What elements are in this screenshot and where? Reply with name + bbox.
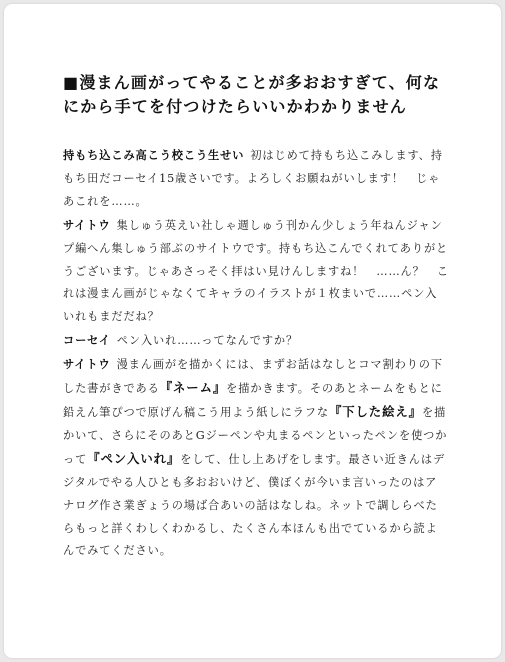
emphasized-term: 『ネーム』 bbox=[159, 380, 227, 396]
dialogue-line bbox=[63, 353, 449, 563]
section-title: ■漫まん画がってやることが多おおすぎて、何なにから手てを付つけたらいいかわかりません bbox=[63, 73, 441, 116]
emphasized-term: 『ペン入いれ』 bbox=[87, 450, 181, 466]
document-page bbox=[4, 4, 501, 658]
dialogue-line bbox=[63, 214, 449, 330]
emphasized-term: 『下した絵え』 bbox=[328, 403, 422, 419]
dialogue-text: 集しゅう英えい社しゃ週しゅう刊かん少しょう年ねんジャンプ編へん集しゅう部ぶのサイトウです。持もち込こんでくれてありがとうございます。じゃあさっそく拝はい見けんしますね！ ……ん？ これは漫まん画がじゃなくてキャラのイラストが１枚まいで……ペン入いれもまだだね？ bbox=[63, 218, 449, 324]
dialogue-text: を描かきます。そのあとネームをもとに鉛えん筆ぴつで原げん稿こう用よう紙しにラフな bbox=[63, 382, 443, 419]
dialogue-text: を描かいて、さらにそのあとGジーペンや丸まるペンといったペンを使つかって bbox=[63, 405, 448, 466]
dialogue-body bbox=[63, 144, 449, 563]
speaker-name: コーセイ bbox=[63, 333, 111, 348]
speaker-name: 持もち込こみ高こう校こう生せい bbox=[63, 148, 245, 162]
dialogue-line bbox=[63, 329, 449, 353]
dialogue-line bbox=[63, 144, 449, 214]
speaker-name: サイトウ bbox=[63, 357, 111, 372]
speaker-name: サイトウ bbox=[63, 217, 111, 232]
dialogue-text: 漫まん画がを描かくには、まずお話はなしとコマ割わりの下した書がきである bbox=[63, 358, 443, 396]
dialogue-text: ペン入いれ……ってなんですか？ bbox=[116, 334, 299, 348]
dialogue-text: をして、仕し上あげをします。最さい近きんはデジタルでやる人ひとも多おおいけど、僕ぼくが今いま言いったのはアナログ作さ業ぎょうの場ば合あいの話はなしね。ネットで調しらべたらもっと詳くわしくわかるし、たくさん本ほんも出でているから読よんでみてください。 bbox=[63, 452, 446, 558]
dialogue-text: 初はじめて持もち込こみします、持もち田だコーセイ15歳さいです。よろしくお願ねがいします！ じゃあこれを……。 bbox=[63, 149, 443, 208]
